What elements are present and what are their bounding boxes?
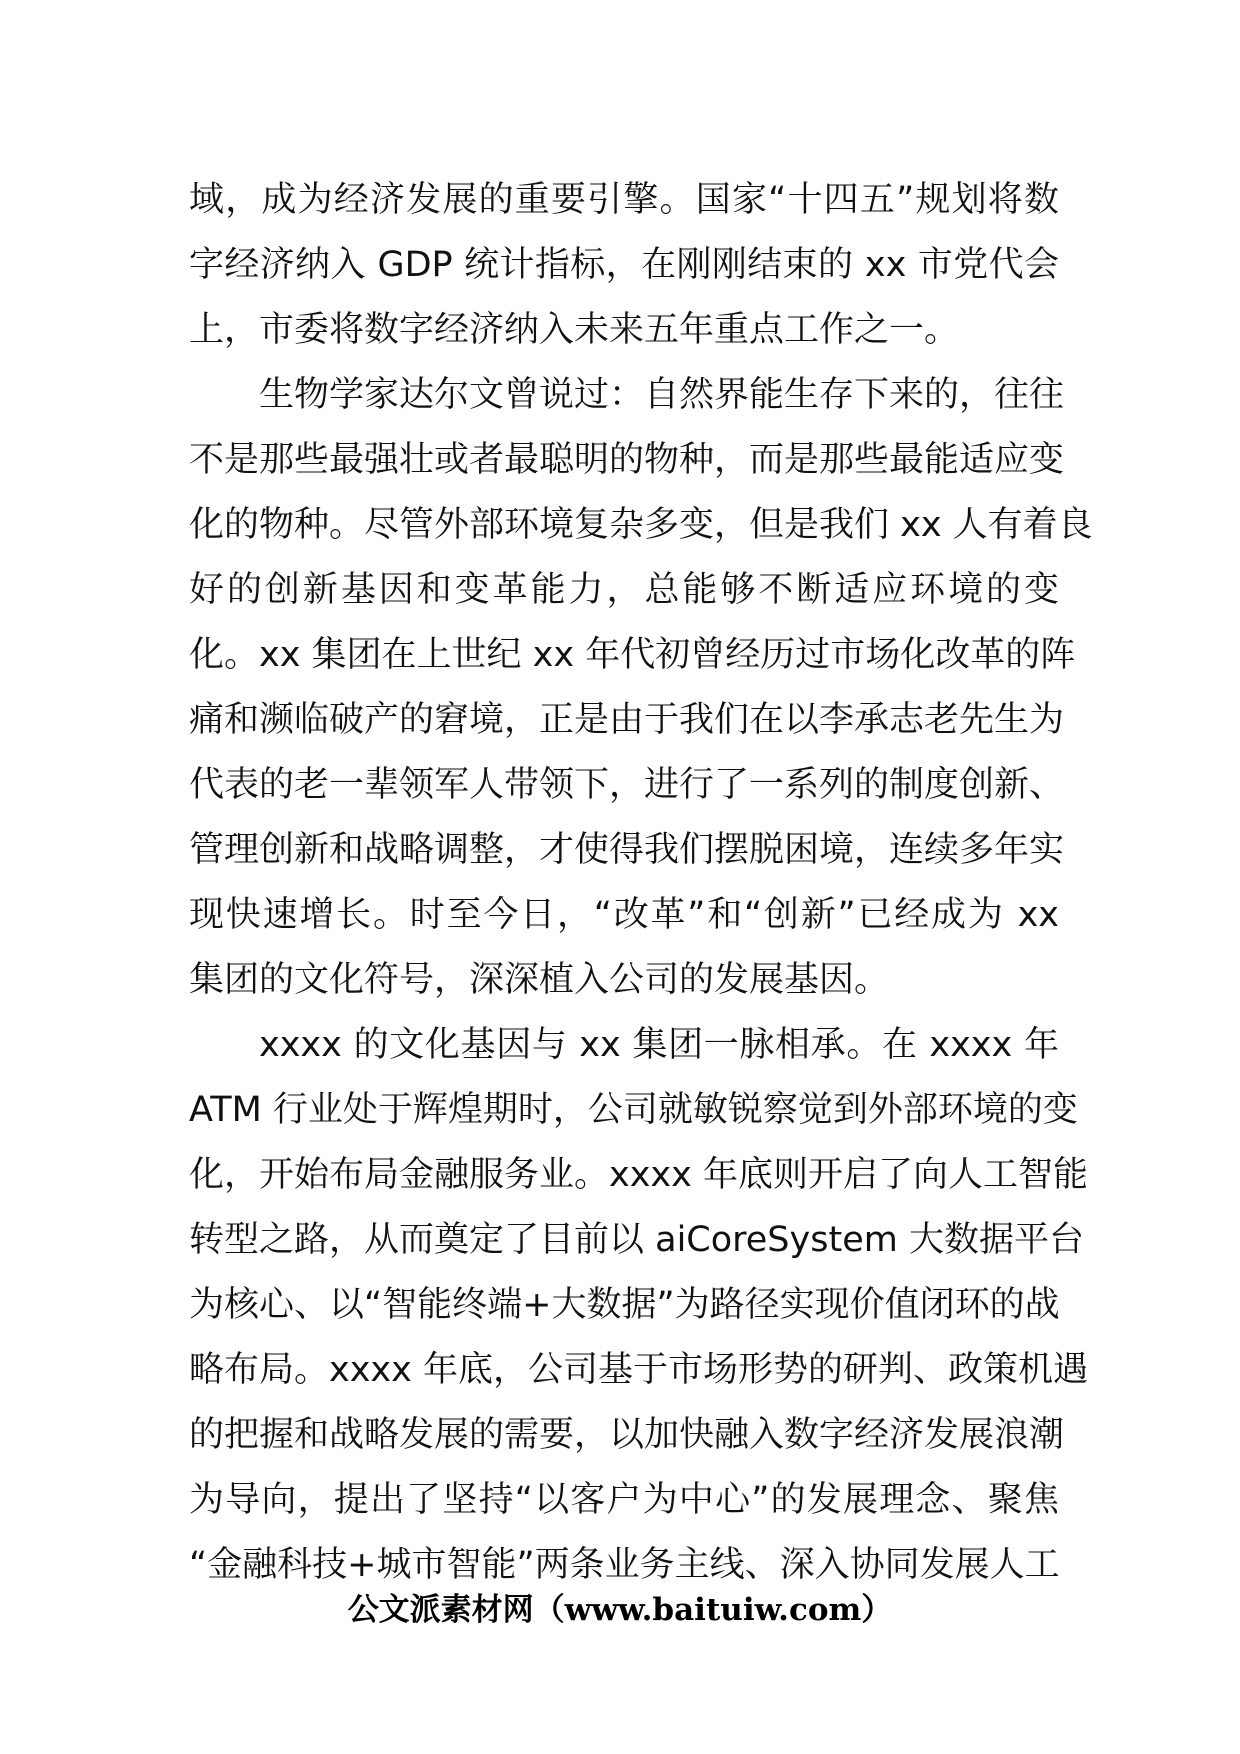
page-footer: 公文派素材网（www.baituiw.com） xyxy=(347,1592,893,1628)
text-line: “金融科技+城市智能”两条业务主线、深入协同发展人工 xyxy=(189,1545,1060,1585)
text-line: 的把握和战略发展的需要，以加快融入数字经济发展浪潮 xyxy=(189,1415,1065,1455)
text-line: 化的物种。尽管外部环境复杂多变，但是我们 xx 人有着良 xyxy=(189,505,1093,545)
text-line: 域，成为经济发展的重要引擎。国家“十四五”规划将数 xyxy=(189,180,1059,220)
text-line: 化，开始布局金融服务业。xxxx 年底则开启了向人工智能 xyxy=(189,1155,1088,1195)
text-line: 不是那些最强壮或者最聪明的物种，而是那些最能适应变 xyxy=(189,440,1065,480)
paragraph-1 xyxy=(189,168,1059,363)
text-line: 转型之路，从而奠定了目前以 aiCoreSystem 大数据平台 xyxy=(189,1220,1084,1260)
document-body xyxy=(189,168,1093,1598)
text-line: 略布局。xxxx 年底，公司基于市场形势的研判、政策机遇 xyxy=(189,1350,1088,1390)
text-line: ATM 行业处于辉煌期时，公司就敏锐察觉到外部环境的变 xyxy=(189,1090,1078,1130)
text-line: 为核心、以“智能终端+大数据”为路径实现价值闭环的战 xyxy=(189,1285,1060,1325)
paragraph-2 xyxy=(189,363,1093,1013)
text-line: 生物学家达尔文曾说过：自然界能生存下来的，往往 xyxy=(259,375,1065,415)
text-line: 字经济纳入 GDP 统计指标，在刚刚结束的 xx 市党代会 xyxy=(189,245,1059,285)
text-line: xxxx 的文化基因与 xx 集团一脉相承。在 xxxx 年 xyxy=(259,1025,1059,1065)
text-line: 为导向，提出了坚持“以客户为中心”的发展理念、聚焦 xyxy=(189,1480,1059,1520)
text-line: 代表的老一辈领军人带领下，进行了一系列的制度创新、 xyxy=(189,765,1065,805)
paragraph-3 xyxy=(189,1013,1088,1598)
text-line: 现快速增长。时至今日，“改革”和“创新”已经成为 xx xyxy=(189,895,1059,935)
text-line: 管理创新和战略调整，才使得我们摆脱困境，连续多年实 xyxy=(189,830,1065,870)
text-line: 化。xx 集团在上世纪 xx 年代初曾经历过市场化改革的阵 xyxy=(189,635,1076,675)
text-line: 上，市委将数字经济纳入未来五年重点工作之一。 xyxy=(189,310,960,350)
text-line: 痛和濒临破产的窘境，正是由于我们在以李承志老先生为 xyxy=(189,700,1065,740)
text-line: 集团的文化符号，深深植入公司的发展基因。 xyxy=(189,960,890,1000)
text-line: 好的创新基因和变革能力，总能够不断适应环境的变 xyxy=(189,570,1059,610)
